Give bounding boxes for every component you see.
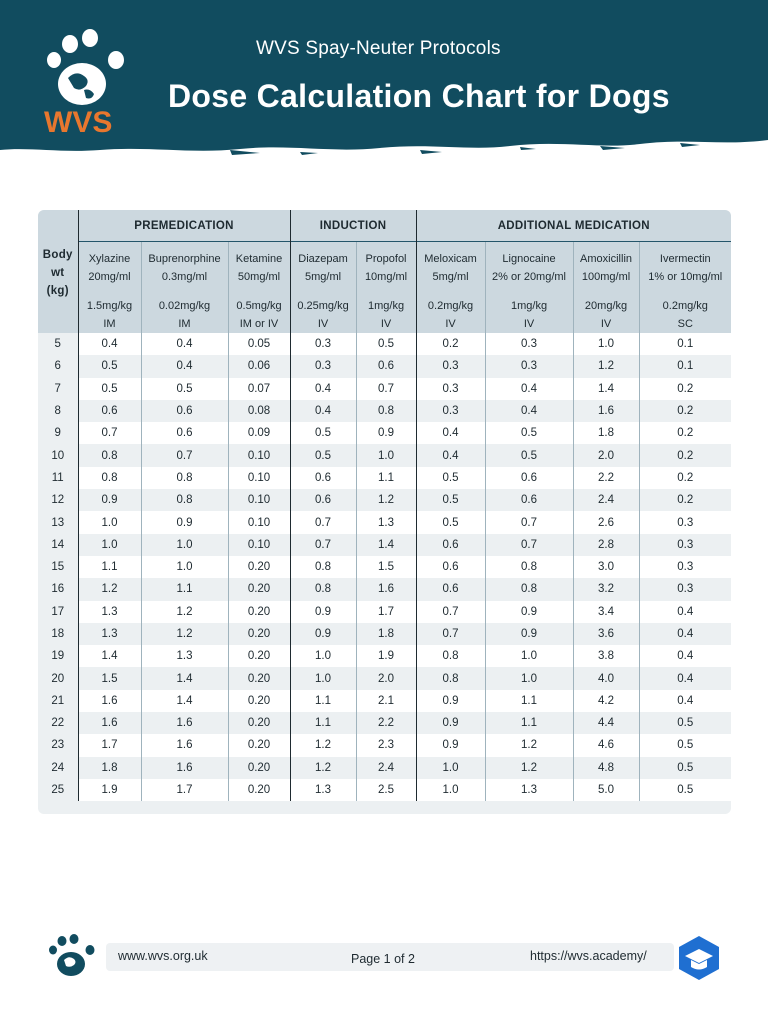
dose-cell: 1.2 [485,757,573,779]
dose-cell: 5.0 [573,779,639,801]
dose-cell: 0.3 [290,333,356,355]
dose-cell: 1.2 [573,355,639,377]
dose-cell: 0.6 [485,489,573,511]
drug-dose: 0.25mg/kg [297,300,349,312]
drug-concentration: 5mg/ml [305,271,342,283]
dose-cell: 1.1 [141,578,228,600]
wvs-logo-text: WVS [44,106,113,138]
dose-cell: 0.4 [639,667,731,689]
body-weight-cell: 18 [38,623,78,645]
dose-cell: 1.0 [416,757,485,779]
dose-cell: 0.3 [485,333,573,355]
dose-cell: 0.3 [416,400,485,422]
dose-cell: 1.7 [78,734,141,756]
dose-cell: 1.5 [78,667,141,689]
dose-cell: 0.20 [228,712,290,734]
dose-cell: 0.8 [141,489,228,511]
dose-cell: 0.5 [639,712,731,734]
dose-cell: 0.8 [141,467,228,489]
body-weight-cell: 7 [38,378,78,400]
dose-cell: 1.0 [141,534,228,556]
table-row [38,690,731,712]
body-weight-cell: 10 [38,444,78,466]
dose-cell: 1.4 [78,645,141,667]
dose-cell: 0.05 [228,333,290,355]
dose-cell: 2.4 [573,489,639,511]
dose-cell: 2.0 [573,444,639,466]
drug-header-diazepam [290,242,356,334]
dose-cell: 3.8 [573,645,639,667]
dose-cell: 0.20 [228,601,290,623]
dose-cell: 1.0 [78,534,141,556]
drug-route: IV [317,318,329,330]
dose-cell: 4.0 [573,667,639,689]
wvs-academy-icon[interactable] [675,934,723,982]
dose-cell: 0.5 [78,378,141,400]
dose-cell: 0.3 [639,534,731,556]
table-row [38,645,731,667]
dose-cell: 2.2 [573,467,639,489]
dose-cell: 2.3 [356,734,416,756]
table-row [38,757,731,779]
dose-cell: 0.5 [78,355,141,377]
dose-cell: 0.6 [416,556,485,578]
drug-route: SC [677,318,693,330]
dose-cell: 4.8 [573,757,639,779]
dose-cell: 0.20 [228,779,290,801]
dose-cell: 0.8 [416,667,485,689]
footer-paw-logo [46,934,100,982]
dose-cell: 1.2 [78,578,141,600]
dose-cell: 1.6 [141,734,228,756]
drug-concentration: 10mg/ml [364,271,408,283]
table-row [38,333,731,355]
dose-cell: 1.1 [290,690,356,712]
dose-cell: 0.5 [639,734,731,756]
drug-header-lignocaine [485,242,573,334]
dose-cell: 1.2 [141,601,228,623]
table-row [38,355,731,377]
dose-cell: 1.0 [141,556,228,578]
dose-cell: 0.5 [141,378,228,400]
dose-cell: 0.8 [290,556,356,578]
dose-cell: 0.5 [485,422,573,444]
dose-cell: 0.9 [290,601,356,623]
drug-header-propofol [356,242,416,334]
dose-cell: 0.1 [639,355,731,377]
footer-academy-link[interactable]: https://wvs.academy/ [530,949,647,963]
dose-cell: 0.9 [290,623,356,645]
dose-cell: 1.3 [141,645,228,667]
dose-cell: 3.0 [573,556,639,578]
dose-cell: 0.07 [228,378,290,400]
dose-cell: 1.5 [356,556,416,578]
drug-name: Xylazine [88,253,131,265]
dose-cell: 1.3 [356,511,416,533]
drug-dose: 0.02mg/kg [158,300,211,312]
body-weight-cell: 23 [38,734,78,756]
dose-cell: 0.8 [78,444,141,466]
dose-cell: 0.7 [485,511,573,533]
dose-cell: 0.7 [356,378,416,400]
dose-cell: 0.4 [416,444,485,466]
dose-cell: 1.6 [78,690,141,712]
dose-cell: 0.2 [416,333,485,355]
dose-cell: 0.3 [639,556,731,578]
dose-cell: 0.7 [141,444,228,466]
drug-dose: 1mg/kg [367,300,405,312]
dose-cell: 1.4 [356,534,416,556]
dose-cell: 0.9 [485,623,573,645]
drug-concentration: 2% or 20mg/ml [492,271,567,283]
drug-dose: 0.2mg/kg [427,300,474,312]
dose-cell: 1.4 [141,667,228,689]
dose-cell: 1.9 [356,645,416,667]
body-weight-cell: 16 [38,578,78,600]
dose-cell: 0.9 [485,601,573,623]
drug-header-amoxicillin [573,242,639,334]
dose-cell: 3.6 [573,623,639,645]
dose-cell: 0.9 [416,690,485,712]
dose-cell: 0.9 [416,734,485,756]
dose-cell: 1.4 [141,690,228,712]
dose-cell: 0.06 [228,355,290,377]
dose-cell: 0.8 [485,578,573,600]
drug-concentration: 50mg/ml [237,271,281,283]
dose-cell: 1.0 [290,667,356,689]
table-row [38,511,731,533]
dose-cell: 0.20 [228,623,290,645]
dose-cell: 0.10 [228,444,290,466]
body-weight-cell: 22 [38,712,78,734]
body-weight-cell: 24 [38,757,78,779]
table-row [38,378,731,400]
drug-name: Buprenorphine [148,253,221,265]
dose-cell: 2.8 [573,534,639,556]
dose-cell: 1.2 [485,734,573,756]
dose-cell: 0.10 [228,511,290,533]
body-weight-cell: 13 [38,511,78,533]
dose-cell: 1.8 [356,623,416,645]
dose-cell: 4.6 [573,734,639,756]
dose-cell: 0.5 [356,333,416,355]
header-banner [0,0,768,160]
dose-cell: 1.6 [573,400,639,422]
dose-table [38,210,731,801]
dose-cell: 0.3 [290,355,356,377]
dose-cell: 0.8 [356,400,416,422]
dose-cell: 0.4 [290,400,356,422]
dose-cell: 0.5 [416,489,485,511]
dose-cell: 0.2 [639,489,731,511]
page-title: Dose Calculation Chart for Dogs [168,78,670,114]
body-weight-cell: 17 [38,601,78,623]
dose-cell: 0.7 [485,534,573,556]
dose-cell: 0.2 [639,422,731,444]
dose-cell: 0.4 [639,690,731,712]
body-weight-cell: 15 [38,556,78,578]
dose-cell: 1.8 [573,422,639,444]
table-row [38,467,731,489]
header-subtitle: WVS Spay-Neuter Protocols [256,38,501,59]
dose-cell: 0.8 [78,467,141,489]
drug-concentration: 5mg/ml [432,271,469,283]
body-weight-cell: 11 [38,467,78,489]
drug-name: Amoxicillin [580,253,633,265]
group-induction: INDUCTION [290,210,416,242]
dose-cell: 0.8 [485,556,573,578]
dose-cell: 1.3 [78,601,141,623]
table-row [38,534,731,556]
dose-cell: 1.3 [78,623,141,645]
dose-cell: 0.7 [290,534,356,556]
dose-table-container [38,210,731,814]
group-additional-medication: ADDITIONAL MEDICATION [416,210,731,242]
drug-name: Diazepam [298,253,348,265]
dose-cell: 0.8 [416,645,485,667]
dose-cell: 0.20 [228,556,290,578]
dose-cell: 0.6 [290,467,356,489]
table-row [38,578,731,600]
drug-name: Lignocaine [502,253,556,265]
dose-cell: 0.4 [78,333,141,355]
dose-cell: 2.2 [356,712,416,734]
dose-cell: 0.7 [290,511,356,533]
drug-route: IV [445,318,456,330]
dose-cell: 1.0 [290,645,356,667]
body-weight-cell: 12 [38,489,78,511]
dose-cell: 1.6 [141,712,228,734]
dose-cell: 0.4 [485,378,573,400]
dose-cell: 1.1 [356,467,416,489]
body-weight-cell: 21 [38,690,78,712]
dose-cell: 0.4 [639,601,731,623]
dose-cell: 0.6 [78,400,141,422]
body-weight-cell: 19 [38,645,78,667]
table-row [38,556,731,578]
dose-cell: 1.2 [141,623,228,645]
dose-cell: 1.0 [356,444,416,466]
drug-concentration: 20mg/ml [88,271,131,283]
dose-cell: 0.2 [639,444,731,466]
drug-route: IM or IV [239,318,279,330]
dose-cell: 3.2 [573,578,639,600]
dose-cell: 0.4 [141,355,228,377]
body-weight-cell: 8 [38,400,78,422]
dose-cell: 0.5 [485,444,573,466]
dose-cell: 0.7 [416,623,485,645]
drug-dose: 20mg/kg [584,300,628,312]
dose-cell: 1.0 [416,779,485,801]
dose-cell: 1.0 [485,645,573,667]
dose-cell: 0.5 [639,757,731,779]
drug-concentration: 100mg/ml [581,271,631,283]
dose-cell: 1.6 [78,712,141,734]
dose-cell: 0.9 [416,712,485,734]
dose-cell: 0.10 [228,489,290,511]
dose-cell: 1.0 [485,667,573,689]
body-weight-cell: 9 [38,422,78,444]
drug-header-xylazine [78,242,141,334]
dose-cell: 1.1 [485,690,573,712]
dose-cell: 0.1 [639,333,731,355]
drug-dose: 0.2mg/kg [662,300,708,312]
dose-cell: 1.3 [290,779,356,801]
drug-concentration: 1% or 10mg/ml [648,271,723,283]
drug-concentration: 0.3mg/ml [161,271,208,283]
dose-cell: 0.4 [141,333,228,355]
drug-route: IV [380,318,392,330]
dose-cell: 1.6 [356,578,416,600]
dose-cell: 0.9 [141,511,228,533]
dose-cell: 1.6 [141,757,228,779]
dose-cell: 0.4 [639,645,731,667]
dose-cell: 1.4 [573,378,639,400]
dose-cell: 0.8 [290,578,356,600]
dose-cell: 0.9 [78,489,141,511]
body-weight-cell: 6 [38,355,78,377]
body-weight-cell: 25 [38,779,78,801]
group-premedication: PREMEDICATION [78,210,290,242]
dose-cell: 0.5 [639,779,731,801]
dose-cell: 1.8 [78,757,141,779]
drug-name: Ketamine [235,253,283,265]
drug-dose: 1mg/kg [510,300,548,312]
dose-cell: 0.20 [228,757,290,779]
dose-cell: 0.20 [228,690,290,712]
dose-cell: 0.7 [78,422,141,444]
dose-cell: 1.1 [485,712,573,734]
dose-cell: 1.1 [78,556,141,578]
body-weight-cell: 14 [38,534,78,556]
dose-cell: 2.5 [356,779,416,801]
drug-header-buprenorphine [141,242,228,334]
dose-cell: 2.6 [573,511,639,533]
dose-cell: 0.6 [416,578,485,600]
dose-cell: 0.6 [290,489,356,511]
dose-cell: 0.9 [356,422,416,444]
dose-cell: 3.4 [573,601,639,623]
dose-cell: 1.2 [290,734,356,756]
drug-route: IV [523,318,535,330]
dose-cell: 0.4 [416,422,485,444]
table-row [38,601,731,623]
table-row [38,444,731,466]
dose-cell: 1.7 [141,779,228,801]
dose-cell: 2.4 [356,757,416,779]
drug-header-ketamine [228,242,290,334]
dose-cell: 0.2 [639,400,731,422]
dose-cell: 0.6 [485,467,573,489]
dose-cell: 0.5 [290,444,356,466]
drug-name: Meloxicam [424,253,477,265]
dose-cell: 0.20 [228,578,290,600]
dose-cell: 0.3 [639,511,731,533]
dose-cell: 0.20 [228,667,290,689]
dose-cell: 1.2 [356,489,416,511]
dose-cell: 0.3 [416,355,485,377]
drug-name: Propofol [365,253,407,265]
table-row [38,623,731,645]
dose-cell: 0.2 [639,467,731,489]
body-weight-header: Body wt (kg) [38,210,78,333]
body-weight-cell: 20 [38,667,78,689]
dose-cell: 0.6 [141,400,228,422]
dose-cell: 4.2 [573,690,639,712]
dose-cell: 0.5 [416,467,485,489]
dose-cell: 0.6 [356,355,416,377]
footer-page-number: Page 1 of 2 [351,952,415,966]
dose-cell: 0.2 [639,378,731,400]
dose-cell: 0.20 [228,645,290,667]
body-weight-cell: 5 [38,333,78,355]
drug-route: IM [103,318,116,330]
dose-cell: 0.10 [228,534,290,556]
drug-dose: 1.5mg/kg [86,300,133,312]
table-row [38,779,731,801]
dose-cell: 1.0 [573,333,639,355]
drug-route: IV [600,318,612,330]
table-row [38,489,731,511]
dose-cell: 1.1 [290,712,356,734]
dose-cell: 0.4 [639,623,731,645]
dose-cell: 0.3 [416,378,485,400]
drug-header-meloxicam [416,242,485,334]
drug-name: Ivermectin [659,253,711,265]
dose-cell: 0.6 [416,534,485,556]
table-row [38,422,731,444]
dose-cell: 0.3 [485,355,573,377]
footer-website-link[interactable]: www.wvs.org.uk [118,949,208,963]
dose-cell: 1.7 [356,601,416,623]
drug-route: IM [178,318,191,330]
dose-cell: 0.08 [228,400,290,422]
dose-cell: 0.09 [228,422,290,444]
dose-cell: 0.6 [141,422,228,444]
dose-cell: 0.3 [639,578,731,600]
table-row [38,712,731,734]
drug-header-ivermectin [639,242,731,334]
drug-dose: 0.5mg/kg [236,300,282,312]
dose-cell: 0.7 [416,601,485,623]
dose-cell: 1.0 [78,511,141,533]
wvs-paw-logo [40,28,132,138]
dose-cell: 1.9 [78,779,141,801]
table-row [38,667,731,689]
dose-cell: 0.10 [228,467,290,489]
dose-cell: 1.3 [485,779,573,801]
dose-cell: 0.20 [228,734,290,756]
dose-cell: 0.4 [485,400,573,422]
dose-cell: 4.4 [573,712,639,734]
dose-cell: 2.0 [356,667,416,689]
dose-cell: 2.1 [356,690,416,712]
dose-cell: 0.5 [416,511,485,533]
table-row [38,734,731,756]
dose-cell: 0.4 [290,378,356,400]
dose-cell: 1.2 [290,757,356,779]
table-row [38,400,731,422]
dose-cell: 0.5 [290,422,356,444]
